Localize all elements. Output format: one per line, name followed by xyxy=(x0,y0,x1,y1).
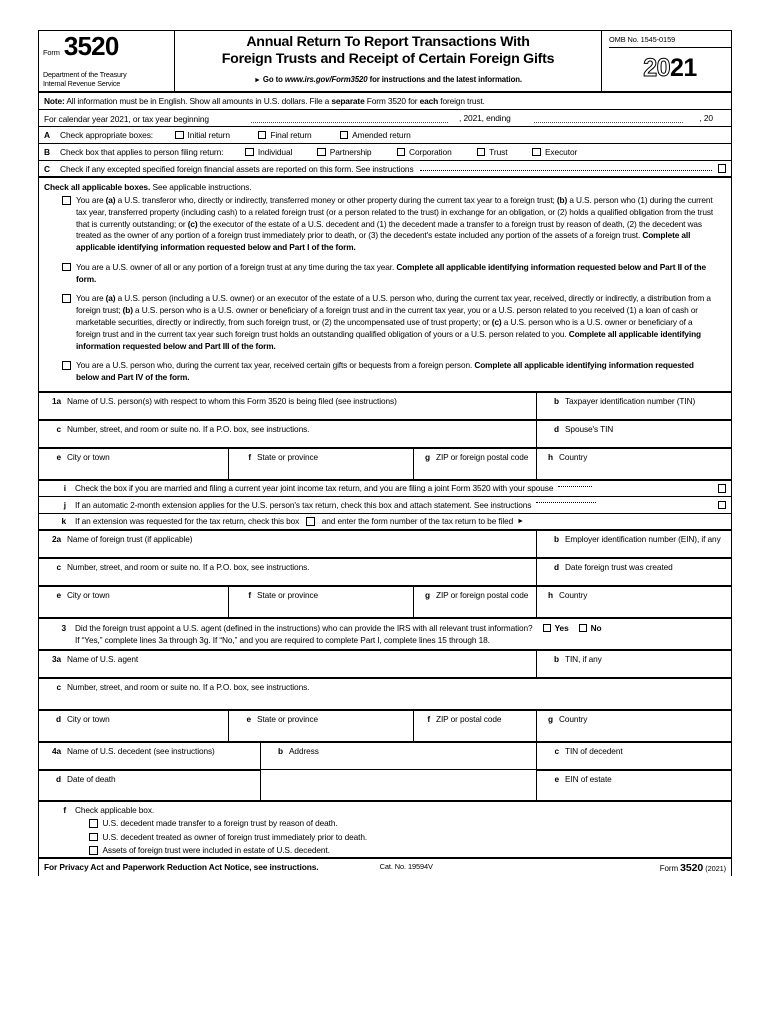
note-text-1: All information must be in English. Show all amounts in U.S. dollars. File a xyxy=(64,96,332,106)
section-c-row xyxy=(39,161,731,178)
checkbox-icon[interactable] xyxy=(397,148,406,157)
field-label: Country xyxy=(559,590,588,601)
note-bold-1: separate xyxy=(331,96,365,106)
checkbox-executor[interactable] xyxy=(532,147,577,157)
paragraph-text: You are a U.S. person who, during the current tax year, received certain gifts or bequests from a foreign person. Complete all applicable identifying information requested below and Part IV of the form. xyxy=(76,360,694,383)
field-label: Address xyxy=(289,746,319,757)
checkbox-icon[interactable] xyxy=(477,148,486,157)
field-2d-date-created[interactable] xyxy=(537,559,731,585)
checkbox-automatic-extension[interactable] xyxy=(718,501,727,510)
line-4f-section xyxy=(39,802,731,858)
section-b-row xyxy=(39,144,731,161)
checkbox-label: Final return xyxy=(270,130,312,140)
checkbox-final-return[interactable] xyxy=(258,130,312,140)
field-label: Check the box if you are married and filing a current year joint income tax return, and you are filing a joint Form 3520 with your spouse xyxy=(75,483,554,494)
paragraph-text: You are (a) a U.S. person (including a U.S. owner) or an executor of the estate of a U.S. person who, during the current tax year, received, directly or indirectly, a distribution from a foreign trust; (b) a U.S. person who is a U.S. owner or beneficiary of a foreign trust and in the current tax year, you or a U.S. person related to you received (1) a loan of cash or marketable securities, directly or indirectly, from such foreign trust, or (2) the uncompensated use of trust property; or (c) a U.S. person who is a U.S. owner or beneficiary of a foreign trust and in the current tax year such foreign trust holds an outstanding qualified obligation of yours or a U.S. person related to you. Complete all applicable identifying information requested below and Part III of the form. xyxy=(76,293,711,351)
field-label: TIN, if any xyxy=(565,654,602,665)
section-c-label: Check if any excepted specified foreign financial assets are reported on this form. See instructions xyxy=(60,163,414,174)
checkbox-icon[interactable] xyxy=(532,148,541,157)
line-4a-row xyxy=(39,743,731,770)
field-3e-state[interactable] xyxy=(229,711,414,741)
tax-year-box xyxy=(609,48,731,91)
checkbox-initial-return[interactable] xyxy=(175,130,230,140)
field-index: f xyxy=(248,452,251,463)
field-label: EIN of estate xyxy=(565,774,612,785)
field-label: ZIP or postal code xyxy=(436,714,502,725)
line-1i-row xyxy=(39,480,731,497)
line-4f-header xyxy=(44,805,726,815)
field-label: Date of death xyxy=(67,774,116,785)
field-label: Country xyxy=(559,714,588,725)
form-header xyxy=(39,30,731,93)
field-label: Name of U.S. agent xyxy=(67,654,139,665)
form-footer xyxy=(39,857,731,876)
question-text: Did the foreign trust appoint a U.S. agent (defined in the instructions) who can provide the IRS with all relevant trust information? xyxy=(75,622,533,633)
field-1b-tin[interactable] xyxy=(537,393,731,419)
field-2e-city[interactable] xyxy=(39,587,229,617)
checkbox-icon[interactable] xyxy=(62,361,71,370)
field-2h-country[interactable] xyxy=(537,587,731,617)
field-4e-ein-estate[interactable] xyxy=(537,770,731,800)
omb-number: OMB No. 1545-0159 xyxy=(609,31,731,48)
checkbox-paragraph-part-ii[interactable] xyxy=(39,262,731,286)
field-label: City or town xyxy=(67,714,110,725)
checkbox-label: Assets of foreign trust were included in estate of U.S. decedent. xyxy=(102,845,330,856)
field-label: Name of foreign trust (if applicable) xyxy=(67,534,193,545)
field-1f-state[interactable] xyxy=(229,449,414,479)
checkbox-trust[interactable] xyxy=(477,147,508,157)
checkbox-agent-no[interactable] xyxy=(579,622,602,634)
field-label: City or town xyxy=(67,590,110,601)
checkbox-icon[interactable] xyxy=(89,846,98,855)
line-1k-row xyxy=(39,514,731,531)
field-index: c xyxy=(56,682,61,693)
field-index: e xyxy=(246,714,251,725)
field-index: k xyxy=(61,516,66,527)
checkbox-excepted-assets[interactable] xyxy=(718,164,727,173)
privacy-act-notice: For Privacy Act and Paperwork Reduction Act Notice, see instructions. xyxy=(44,862,319,873)
field-label: Spouse's TIN xyxy=(565,424,614,435)
checkbox-icon[interactable] xyxy=(317,148,326,157)
checkbox-paragraph-part-iv[interactable] xyxy=(39,360,731,384)
tax-year-suffix: , 20 xyxy=(699,112,713,123)
field-1a-name[interactable] xyxy=(39,393,537,419)
agency-line-2: Internal Revenue Service xyxy=(43,78,121,88)
checkbox-paragraph-part-i[interactable] xyxy=(39,195,731,254)
right-arrow-icon: ► xyxy=(254,76,261,84)
field-index: b xyxy=(554,534,559,545)
tax-year-begin-field[interactable] xyxy=(251,122,448,123)
calendar-year-label: For calendar year 2021, or tax year beginning xyxy=(44,113,209,124)
line-4d-row xyxy=(39,770,731,802)
checkbox-label: U.S. decedent made transfer to a foreign trust by reason of death. xyxy=(102,818,338,829)
field-label-part-2: and enter the form number of the tax return to be filed xyxy=(321,516,514,527)
form-number: 3520 xyxy=(63,31,119,61)
line-2e-row xyxy=(39,587,731,619)
field-label: Country xyxy=(559,452,588,463)
field-1g-zip[interactable] xyxy=(414,449,537,479)
field-label: TIN of decedent xyxy=(565,746,623,757)
field-index: d xyxy=(554,424,559,435)
field-index: d xyxy=(56,774,61,785)
field-label: Check applicable box. xyxy=(75,804,155,815)
note-label: Note: xyxy=(44,96,65,106)
field-index: d xyxy=(56,714,61,725)
field-index: j xyxy=(63,499,66,510)
field-label: State or province xyxy=(257,452,319,463)
checkbox-label: Initial return xyxy=(187,130,230,140)
checkbox-label: Individual xyxy=(257,147,293,157)
field-2b-ein[interactable] xyxy=(537,531,731,557)
checkbox-label: Trust xyxy=(489,147,508,157)
field-2g-zip[interactable] xyxy=(414,587,537,617)
line-3a-row xyxy=(39,650,731,678)
goto-instructions xyxy=(181,75,595,84)
paragraph-text: You are (a) a U.S. transferor who, directly or indirectly, transferred money or other property during the current tax year to a foreign trust; (b) a U.S. person who (1) during the current tax year, transferred property (including cash) to a related foreign trust (or a person related to the trust) in exchange for an obligation, or (2) holds a qualified obligation from the trust that is currently outstanding; or (c) the executor of the estate of a U.S. decedent and (1) the decedent made a transfer to a foreign trust by reason of death, (2) the decedent was treated as the owner of any portion of a foreign trust immediately prior to death, or (3) the decedent's estate included any portion of the assets of a foreign trust. Complete all applicable identifying information requested below and Part I of the form. xyxy=(76,195,714,253)
header-title-block xyxy=(175,31,602,91)
field-index: c xyxy=(56,424,61,435)
field-3b-tin[interactable] xyxy=(537,651,731,677)
field-label: Number, street, and room or suite no. If a P.O. box, see instructions. xyxy=(67,562,310,573)
form-label: Form xyxy=(43,48,60,57)
field-index: g xyxy=(425,590,430,601)
field-4d-date-of-death[interactable] xyxy=(39,770,261,800)
line-3-question-row xyxy=(39,619,731,650)
line-2c-row xyxy=(39,558,731,587)
footer-form-number: 3520 xyxy=(680,862,704,875)
field-3g-country[interactable] xyxy=(537,711,731,741)
checkbox-icon[interactable] xyxy=(258,131,267,140)
section-b-label: Check box that applies to person filing return: xyxy=(60,147,224,157)
field-3d-city[interactable] xyxy=(39,711,229,741)
checkbox-icon[interactable] xyxy=(340,131,349,140)
field-index: 2a xyxy=(51,534,61,545)
field-2c-street[interactable] xyxy=(39,559,537,585)
irs-form-3520 xyxy=(38,30,732,876)
goto-url[interactable]: www.irs.gov/Form3520 xyxy=(284,74,368,84)
field-index: c xyxy=(554,746,559,757)
field-label: Number, street, and room or suite no. If a P.O. box, see instructions. xyxy=(67,682,310,693)
checkbox-icon[interactable] xyxy=(89,819,98,828)
checkbox-extension-requested[interactable] xyxy=(306,517,315,526)
checkbox-assets-included[interactable] xyxy=(44,845,726,855)
checkbox-joint-filing[interactable] xyxy=(718,484,727,493)
section-a-letter: A xyxy=(44,130,50,140)
applicable-boxes-list xyxy=(39,195,731,391)
field-4c-tin-decedent[interactable] xyxy=(537,743,731,769)
checkbox-icon[interactable] xyxy=(245,148,254,157)
header-right-block xyxy=(602,31,731,91)
footer-form-id xyxy=(660,862,726,874)
checkbox-label: Yes xyxy=(554,622,569,633)
field-label: Taxpayer identification number (TIN) xyxy=(565,396,696,407)
note-text-3: foreign trust. xyxy=(438,96,485,106)
checkbox-label: Executor xyxy=(544,147,578,157)
check-all-bold: Check all applicable boxes. xyxy=(44,182,151,192)
right-arrow-icon: ► xyxy=(517,517,524,525)
field-index: f xyxy=(63,804,66,815)
section-a-label: Check appropriate boxes: xyxy=(60,130,154,140)
field-label: If an automatic 2-month extension applies for the U.S. person's tax return, check this box and attach statement. See instructions xyxy=(75,499,532,510)
line-1e-row xyxy=(39,449,731,480)
field-index: h xyxy=(548,452,553,463)
line-1c-row xyxy=(39,420,731,449)
field-4a-decedent-name[interactable] xyxy=(39,743,261,769)
form-title-line-2: Foreign Trusts and Receipt of Certain Foreign Gifts xyxy=(221,51,555,68)
field-label: ZIP or foreign postal code xyxy=(436,452,529,463)
field-3c-street[interactable] xyxy=(39,679,731,709)
field-2f-state[interactable] xyxy=(229,587,414,617)
field-index: b xyxy=(278,746,283,757)
section-a-row xyxy=(39,127,731,144)
leader-dots xyxy=(558,486,592,487)
field-index: f xyxy=(248,590,251,601)
line-3-question-line xyxy=(44,622,726,634)
field-1h-country[interactable] xyxy=(537,449,731,479)
tax-year-end-field[interactable] xyxy=(534,122,683,123)
leader-dots xyxy=(420,170,712,171)
checkbox-amended-return[interactable] xyxy=(340,130,411,140)
field-index: g xyxy=(425,452,430,463)
field-index: e xyxy=(554,774,559,785)
checkbox-partnership[interactable] xyxy=(317,147,371,157)
field-index: b xyxy=(554,396,559,407)
header-left-block xyxy=(39,31,175,91)
field-index: e xyxy=(56,452,61,463)
goto-prefix: Go to xyxy=(262,74,283,84)
check-all-instruction xyxy=(39,178,731,195)
field-label: Name of U.S. decedent (see instructions) xyxy=(67,746,215,757)
field-label: City or town xyxy=(67,452,110,463)
field-3f-zip[interactable] xyxy=(414,711,537,741)
tax-year-century: 20 xyxy=(643,54,670,82)
paragraph-text: You are a U.S. owner of all or any portion of a foreign trust at any time during the tax year. Complete all applicable identifying information requested below and Part II of the form. xyxy=(76,261,706,284)
catalog-number: Cat. No. 19594V xyxy=(379,862,433,872)
tax-year-row[interactable] xyxy=(39,110,731,127)
field-label: Name of U.S. person(s) with respect to whom this Form 3520 is being filed (see instructions) xyxy=(67,396,397,407)
checkbox-corporation[interactable] xyxy=(397,147,452,157)
field-label: ZIP or foreign postal code xyxy=(436,590,529,601)
line-3d-row xyxy=(39,711,731,743)
field-1d-spouse-tin[interactable] xyxy=(537,421,731,447)
agency-line-1: Department of the Treasury xyxy=(43,69,127,79)
field-label: Number, street, and room or suite no. If a P.O. box, see instructions. xyxy=(67,424,310,435)
checkbox-label: Amended return xyxy=(352,130,411,140)
checkbox-icon[interactable] xyxy=(62,196,71,205)
field-label-part-1: If an extension was requested for the tax return, check this box xyxy=(75,516,300,527)
checkbox-icon[interactable] xyxy=(62,294,71,303)
footer-form-year: (2021) xyxy=(705,864,726,874)
checkbox-label: Corporation xyxy=(409,147,452,157)
field-label: State or province xyxy=(257,590,319,601)
tax-year xyxy=(643,56,697,81)
line-3-subtext: If “Yes,” complete lines 3a through 3g. If “No,” and you are required to complete Part I, complete lines 15 through 18. xyxy=(75,634,490,645)
tax-year-end-label: , 2021, ending xyxy=(459,112,511,123)
checkbox-individual[interactable] xyxy=(245,147,292,157)
checkbox-icon[interactable] xyxy=(543,624,552,633)
field-1c-street[interactable] xyxy=(39,421,537,447)
line-3c-row xyxy=(39,678,731,711)
leader-dots xyxy=(536,502,596,503)
field-index: g xyxy=(548,714,553,725)
footer-content xyxy=(44,862,726,874)
field-index: f xyxy=(427,714,430,725)
section-b-letter: B xyxy=(44,147,50,157)
checkbox-label: No xyxy=(590,622,602,633)
checkbox-label: U.S. decedent treated as owner of foreign trust immediately prior to death. xyxy=(102,831,368,842)
field-index: d xyxy=(554,562,559,573)
check-all-rest: See applicable instructions. xyxy=(150,182,252,192)
section-c-letter: C xyxy=(44,163,50,174)
note-text-2: Form 3520 for xyxy=(364,96,420,106)
field-label: Employer identification number (EIN), if any xyxy=(565,534,721,545)
field-index: h xyxy=(548,590,553,601)
field-index: b xyxy=(554,654,559,665)
checkbox-icon[interactable] xyxy=(175,131,184,140)
note-row xyxy=(39,93,731,110)
field-label: State or province xyxy=(257,714,319,725)
field-index: 3a xyxy=(51,654,61,665)
form-title-line-1: Annual Return To Report Transactions With xyxy=(246,34,530,50)
checkbox-agent-yes[interactable] xyxy=(543,622,569,634)
field-index: 3 xyxy=(61,622,66,633)
checkbox-label: Partnership xyxy=(329,147,372,157)
tax-year-digits: 21 xyxy=(670,54,697,82)
note-bold-2: each xyxy=(419,96,439,106)
field-2a-trust-name[interactable] xyxy=(39,531,537,557)
line-2a-row xyxy=(39,531,731,558)
field-index: 1a xyxy=(51,396,61,407)
field-index: 4a xyxy=(51,746,61,757)
field-index: e xyxy=(56,590,61,601)
line-1j-row xyxy=(39,497,731,514)
field-label: Date foreign trust was created xyxy=(565,562,673,573)
checkbox-icon[interactable] xyxy=(62,263,71,272)
field-4b-address[interactable] xyxy=(261,743,537,769)
line-1a-row xyxy=(39,391,731,420)
checkbox-decedent-owner[interactable] xyxy=(44,832,726,842)
checkbox-paragraph-part-iii[interactable] xyxy=(39,293,731,352)
field-4b-address-continued[interactable] xyxy=(261,770,537,800)
footer-form-label: Form xyxy=(659,864,679,874)
form-identifier xyxy=(43,33,169,59)
agency-name xyxy=(43,70,169,91)
field-index: c xyxy=(56,562,61,573)
field-3a-agent-name[interactable] xyxy=(39,651,537,677)
field-1e-city[interactable] xyxy=(39,449,229,479)
goto-suffix: for instructions and the latest information. xyxy=(369,74,522,84)
checkbox-icon[interactable] xyxy=(89,833,98,842)
field-index: i xyxy=(63,483,66,494)
checkbox-icon[interactable] xyxy=(579,624,588,633)
checkbox-decedent-transfer[interactable] xyxy=(44,818,726,828)
